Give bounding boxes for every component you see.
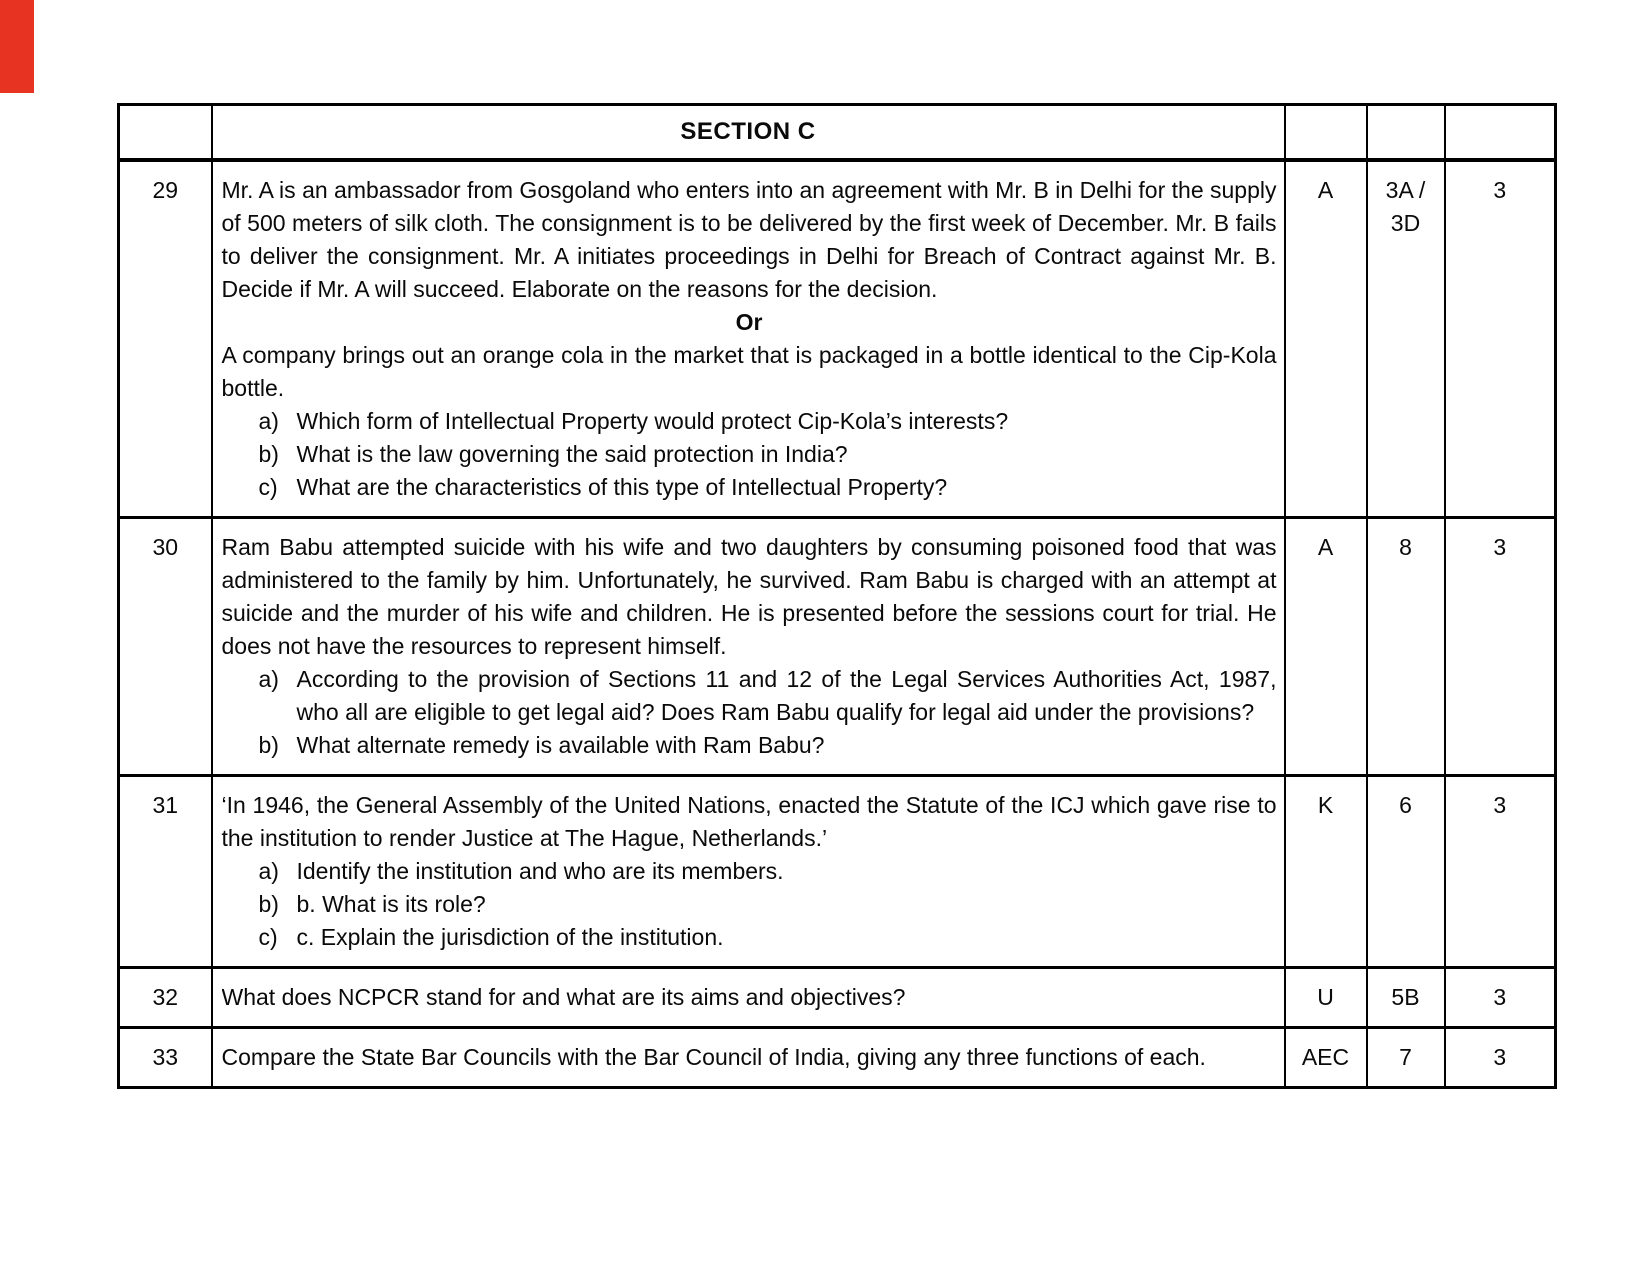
sub-question (258, 855, 1277, 888)
header-cell-empty-number (119, 105, 212, 160)
question-number: 29 (119, 160, 212, 518)
unit-code-cell: 3A / 3D (1367, 160, 1445, 518)
question-row (119, 160, 1556, 518)
question-paragraph: Mr. A is an ambassador from Gosgoland who enters into an agreement with Mr. B in Delhi for the supply of 500 meters of silk cloth. The consignment is to be delivered by the first week of December. Mr. B fails to deliver the consignment. Mr. A initiates proceedings in Delhi for Breach of Contract against Mr. B. Decide if Mr. A will succeed. Elaborate on the reasons for the decision. (221, 176, 1277, 302)
table-header (119, 105, 1556, 160)
question-row (119, 967, 1556, 1027)
unit-code-cell: 6 (1367, 775, 1445, 967)
question-number: 32 (119, 967, 212, 1027)
marks-cell: 3 (1445, 967, 1556, 1027)
sub-question-marker: a) (258, 665, 279, 692)
question-paragraph: Compare the State Bar Councils with the Bar Council of India, giving any three functions of each. (221, 1043, 1206, 1070)
sub-question (258, 888, 1277, 921)
type-code-cell: A (1285, 517, 1367, 775)
question-number: 30 (119, 517, 212, 775)
sub-question-marker: b) (258, 731, 279, 758)
unit-code-cell: 5B (1367, 967, 1445, 1027)
type-code-cell: AEC (1285, 1027, 1367, 1087)
question-rows (119, 160, 1556, 1088)
sub-question (258, 405, 1277, 438)
question-row (119, 1027, 1556, 1087)
or-divider: Or (735, 308, 763, 335)
sub-question-text: c. Explain the jurisdiction of the institution. (296, 923, 724, 950)
question-paragraph: ‘In 1946, the General Assembly of the United Nations, enacted the Statute of the ICJ which gave rise to the institution to render Justice at The Hague, Netherlands.’ (221, 791, 1277, 851)
red-corner-mark (0, 0, 34, 93)
unit-code-cell: 8 (1367, 517, 1445, 775)
sub-question (258, 729, 1277, 762)
marks-cell: 3 (1445, 1027, 1556, 1087)
question-table (117, 103, 1557, 1089)
sub-question-marker: c) (258, 923, 278, 950)
sub-question-marker: b) (258, 890, 279, 917)
sub-question (258, 438, 1277, 471)
sub-question (258, 921, 1277, 954)
section-title: SECTION C (212, 105, 1285, 160)
sub-question-text: Identify the institution and who are its members. (296, 857, 784, 884)
sub-question-text: According to the provision of Sections 11 and 12 of the Legal Services Authorities Act, 1987, who all are eligible to get legal aid? Does Ram Babu qualify for legal aid under the provisions? (296, 665, 1277, 725)
sub-question-text: What are the characteristics of this type of Intellectual Property? (296, 473, 948, 500)
question-number: 33 (119, 1027, 212, 1087)
sub-question (258, 471, 1277, 504)
question-text (212, 775, 1285, 967)
section-header-row (119, 105, 1556, 160)
sub-question-marker: a) (258, 407, 279, 434)
question-row (119, 517, 1556, 775)
marks-cell: 3 (1445, 775, 1556, 967)
type-code-cell: A (1285, 160, 1367, 518)
marks-cell: 3 (1445, 160, 1556, 518)
marks-cell: 3 (1445, 517, 1556, 775)
question-text (212, 967, 1285, 1027)
sub-question (258, 663, 1277, 729)
question-paragraph: What does NCPCR stand for and what are its aims and objectives? (221, 983, 906, 1010)
type-code-cell: U (1285, 967, 1367, 1027)
header-cell-empty-type (1285, 105, 1367, 160)
unit-code-cell: 7 (1367, 1027, 1445, 1087)
header-cell-empty-marks (1445, 105, 1556, 160)
question-paragraph: Ram Babu attempted suicide with his wife and two daughters by consuming poisoned food that was administered to the family by him. Unfortunately, he survived. Ram Babu is charged with an attempt at suicide and the murder of his wife and children. He is presented before the sessions court for trial. He does not have the resources to represent himself. (221, 533, 1277, 659)
sub-question-marker: a) (258, 857, 279, 884)
sub-question-text: What alternate remedy is available with Ram Babu? (296, 731, 825, 758)
question-row (119, 775, 1556, 967)
question-number: 31 (119, 775, 212, 967)
sub-question-marker: b) (258, 440, 279, 467)
sub-question-text: What is the law governing the said protection in India? (296, 440, 848, 467)
question-text (212, 517, 1285, 775)
question-text (212, 160, 1285, 518)
sub-question-marker: c) (258, 473, 278, 500)
header-cell-empty-unit (1367, 105, 1445, 160)
question-paragraph: A company brings out an orange cola in the market that is packaged in a bottle identical to the Cip-Kola bottle. (221, 341, 1277, 401)
sub-question-text: b. What is its role? (296, 890, 486, 917)
question-text (212, 1027, 1285, 1087)
sub-question-text: Which form of Intellectual Property would protect Cip-Kola’s interests? (296, 407, 1009, 434)
type-code-cell: K (1285, 775, 1367, 967)
